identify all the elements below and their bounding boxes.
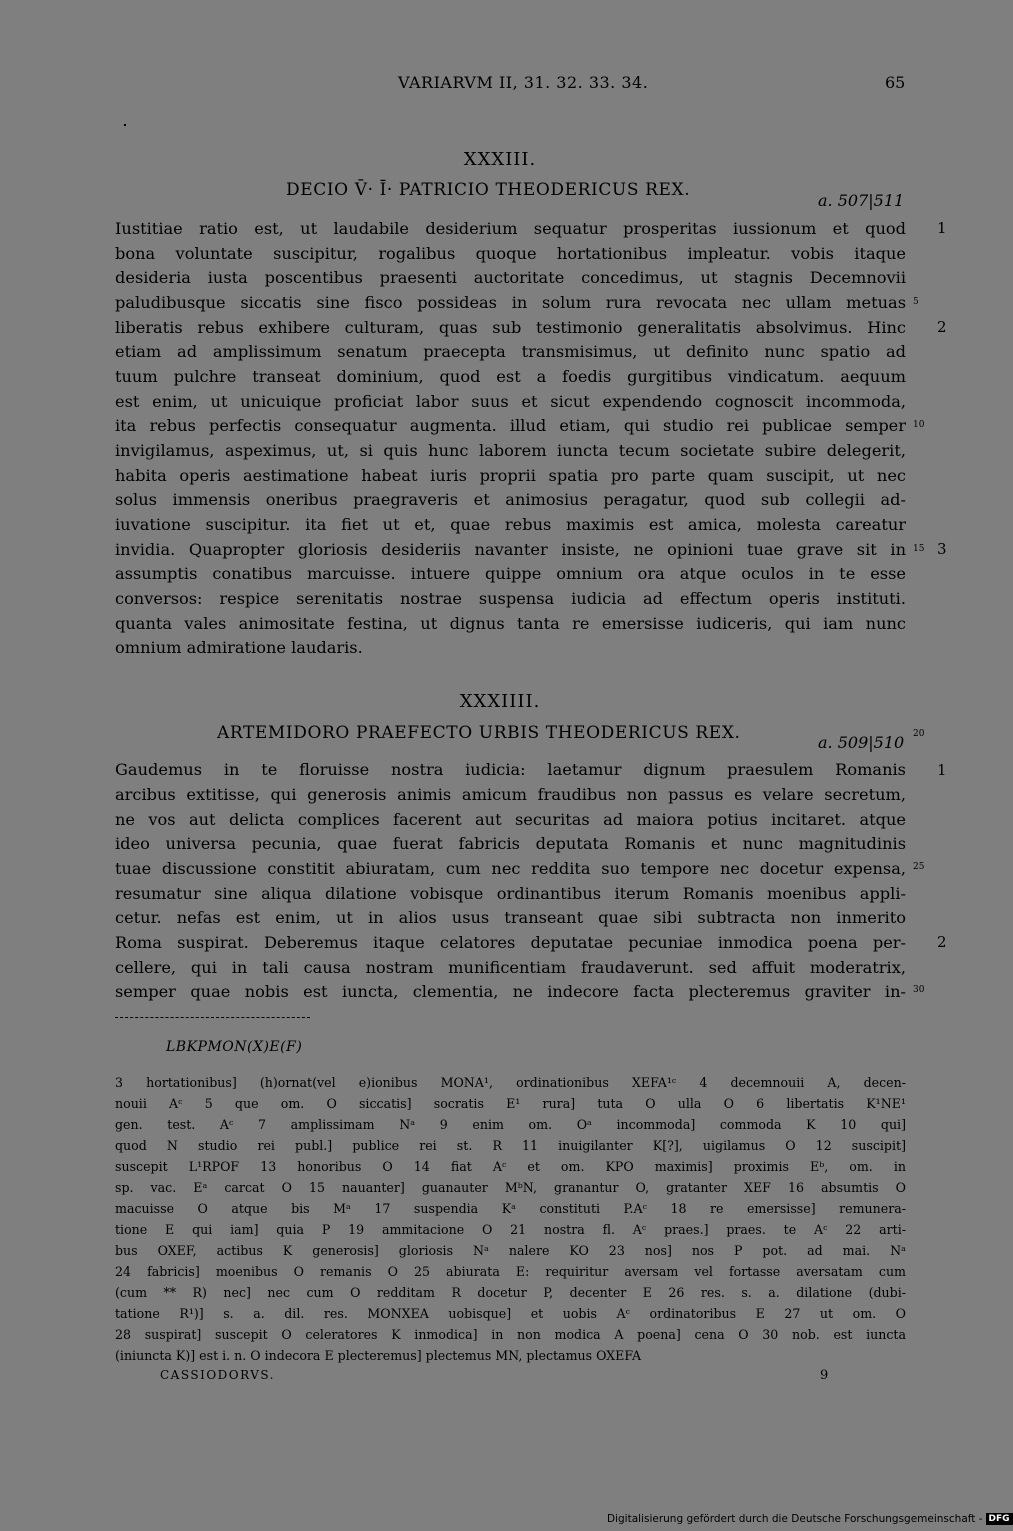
text-line: ita rebus perfectis consequatur augmenta. illud etiam, qui studio rei publicae semper <box>115 416 906 435</box>
running-title: VARIARVM II, 31. 32. 33. 34. <box>398 73 649 92</box>
text-line: iuvatione suscipitur. ita fiet ut et, quae rebus maximis est amica, molesta careatur <box>115 515 906 534</box>
text-line: quanta vales animositate festina, ut dignus tanta re emersisse iudiceris, qui iam nunc <box>115 614 906 633</box>
text-line: paludibusque siccatis sine fisco possideas in solum rura revocata nec ullam metuas <box>115 293 906 312</box>
letter-34-date: a. 509|510 <box>818 733 905 752</box>
apparatus-line: macuisse O atque bis Mᵃ 17 suspendia Kᵃ constituti P.Aᶜ 18 re emersisse] remunera- <box>115 1201 906 1216</box>
footnote-rule <box>115 1017 310 1018</box>
margin-line-number: 5 <box>913 297 919 307</box>
apparatus-line: 3 hortationibus] (h)ornat(vel e)ionibus MONA¹, ordinationibus XEFA¹ᶜ 4 decemnouii A, decen- <box>115 1075 906 1090</box>
letter-34-title: ARTEMIDORO PRAEFECTO URBIS THEODERICUS REX. <box>217 723 741 743</box>
margin-line-number: 10 <box>913 420 925 430</box>
apparatus-line: (cum ** R) nec] nec cum O redditam R docetur P, decenter E 26 res. s. a. dilatione (dubi- <box>115 1285 906 1300</box>
text-line: assumptis conatibus marcuisse. intuere quippe omnium ora atque oculos in te esse <box>115 564 906 583</box>
signature-sheet-number: 9 <box>820 1368 829 1383</box>
text-line: cellere, qui in tali causa nostram munificentiam fraudaverunt. sed affuit moderatrix, <box>115 958 906 977</box>
margin-line-number: 15 <box>913 544 925 554</box>
apparatus-line: bus OXEF, actibus K generosis] gloriosis Nᵃ nalere KO 23 nos] nos P pot. ad mai. Nᵃ <box>115 1243 906 1258</box>
text-line: ne vos aut delicta complices facerent aut securitas ad maiora potius incitaret. atque <box>115 810 906 829</box>
paragraph-number: 1 <box>937 219 947 237</box>
letter-33-title: DECIO V̄· Ī· PATRICIO THEODERICUS REX. <box>286 180 691 200</box>
dfg-logo: DFG <box>986 1513 1013 1525</box>
paragraph-number: 1 <box>937 761 947 779</box>
paragraph-number: 2 <box>937 933 947 951</box>
text-line: bona voluntate suscipitur, rogalibus quoque hortationibus impleatur. vobis itaque <box>115 244 906 263</box>
letter-34-numeral: XXXIIII. <box>459 691 541 712</box>
text-line: etiam ad amplissimum senatum praecepta transmisimus, ut definito nunc spatio ad <box>115 342 906 361</box>
text-line: tuae discussione constitit abiuratam, cum nec reddita suo tempore nec docetur expensa, <box>115 859 906 878</box>
text-line: resumatur sine aliqua dilatione vobisque ordinantibus iterum Romanis moenibus appli- <box>115 884 906 903</box>
credit-text: Digitalisierung gefördert durch die Deutsche Forschungsgemeinschaft - <box>607 1513 983 1525</box>
margin-line-number: 20 <box>913 729 925 739</box>
apparatus-line: tatione R¹)] s. a. dil. res. MONXEA uobisque] et uobis Aᶜ ordinatoribus E 27 ut om. O <box>115 1306 906 1321</box>
text-line: arcibus extitisse, qui generosis animis amicum fraudibus non passus es velare secretum, <box>115 785 906 804</box>
text-line: Roma suspirat. Deberemus itaque celatores deputatae pecuniae inmodica poena per- <box>115 933 906 952</box>
text-line: conversos: respice serenitatis nostrae suspensa iudicia ad effectum operis instituti. <box>115 589 906 608</box>
text-line: habita operis aestimatione habeat iuris proprii spatia pro parte quam suscipit, ut nec <box>115 466 906 485</box>
manuscript-sigla: LBKPMON(X)E(F) <box>166 1039 303 1055</box>
text-line: desideria iusta poscentibus praesenti auctoritate concedimus, ut stagnis Decemnovii <box>115 268 906 287</box>
apparatus-line: sp. vac. Eᵃ carcat O 15 nauanter] guanauter MᵇN, granantur O, gratanter XEF 16 absumtis O <box>115 1180 906 1195</box>
apparatus-line: (iniuncta K)] est i. n. O indecora E plecteremus] plectemus MN, plectamus OXEFA <box>115 1348 642 1363</box>
apparatus-line: 24 fabricis] moenibus O remanis O 25 abiurata E: requiritur aversam vel fortasse aversatam cum <box>115 1264 906 1279</box>
text-line: invidia. Quapropter gloriosis desideriis navanter insiste, ne opinioni tuae grave sit in <box>115 540 906 559</box>
text-line: ideo universa pecunia, quae fuerat fabricis deputata Romanis et nunc magnitudinis <box>115 834 906 853</box>
margin-line-number: 25 <box>913 862 925 872</box>
apparatus-line: suscepit L¹RPOF 13 honoribus O 14 fiat Aᶜ et om. KPO maximis] proximis Eᵇ, om. in <box>115 1159 906 1174</box>
text-line: cetur. nefas est enim, ut in alios usus transeant quae sibi subtracta non inmerito <box>115 908 906 927</box>
stray-mark <box>124 124 126 126</box>
text-line: Iustitiae ratio est, ut laudabile desiderium sequatur prosperitas iussionum et quod <box>115 219 906 238</box>
running-header <box>0 73 1000 103</box>
text-line: tuum pulchre transeat dominium, quod est a foedis gurgitibus vindicatum. aequum <box>115 367 906 386</box>
apparatus-line: tione E qui iam] quia P 19 ammitacione O 21 nostra fl. Aᶜ praes.] praes. te Aᶜ 22 arti- <box>115 1222 906 1237</box>
apparatus-line: 28 suspirat] suscepit O celeratores K inmodica] in non modica A poena] cena O 30 nob. est iuncta <box>115 1327 906 1342</box>
apparatus-line: gen. test. Aᶜ 7 amplissimam Nᵃ 9 enim om. Oᵃ incommoda] commoda K 10 qui] <box>115 1117 906 1132</box>
letter-33-numeral: XXXIII. <box>463 149 537 170</box>
digitization-credit <box>607 1513 1013 1525</box>
text-line: Gaudemus in te floruisse nostra iudicia: laetamur dignum praesulem Romanis <box>115 760 906 779</box>
text-line: omnium admiratione laudaris. <box>115 638 363 657</box>
paragraph-number: 2 <box>937 318 947 336</box>
paragraph-number: 3 <box>937 540 947 558</box>
text-line: semper quae nobis est iuncta, clementia, ne indecore facta plecteremus graviter in- <box>115 982 906 1001</box>
apparatus-line: quod N studio rei publ.] publice rei st. R 11 inuigilanter K[?], uigilamus O 12 suscipit] <box>115 1138 906 1153</box>
text-line: solus immensis oneribus praegraveris et animosius peragatur, quod sub collegii ad- <box>115 490 906 509</box>
page-number: 65 <box>885 73 906 92</box>
text-line: est enim, ut unicuique proficiat labor suus et sicut expendendo cognoscit incommoda, <box>115 392 906 411</box>
signature-author: CASSIODORVS. <box>160 1368 275 1382</box>
text-line: invigilamus, aspeximus, ut, si quis hunc laborem iuncta tecum societate subire delegerit, <box>115 441 906 460</box>
letter-33-date: a. 507|511 <box>818 191 905 210</box>
text-line: liberatis rebus exhibere culturam, quas sub testimonio generalitatis absolvimus. Hinc <box>115 318 906 337</box>
apparatus-line: nouii Aᶜ 5 que om. O siccatis] socratis E¹ rura] tuta O ulla O 6 libertatis K¹NE¹ <box>115 1096 906 1111</box>
margin-line-number: 30 <box>913 985 925 995</box>
